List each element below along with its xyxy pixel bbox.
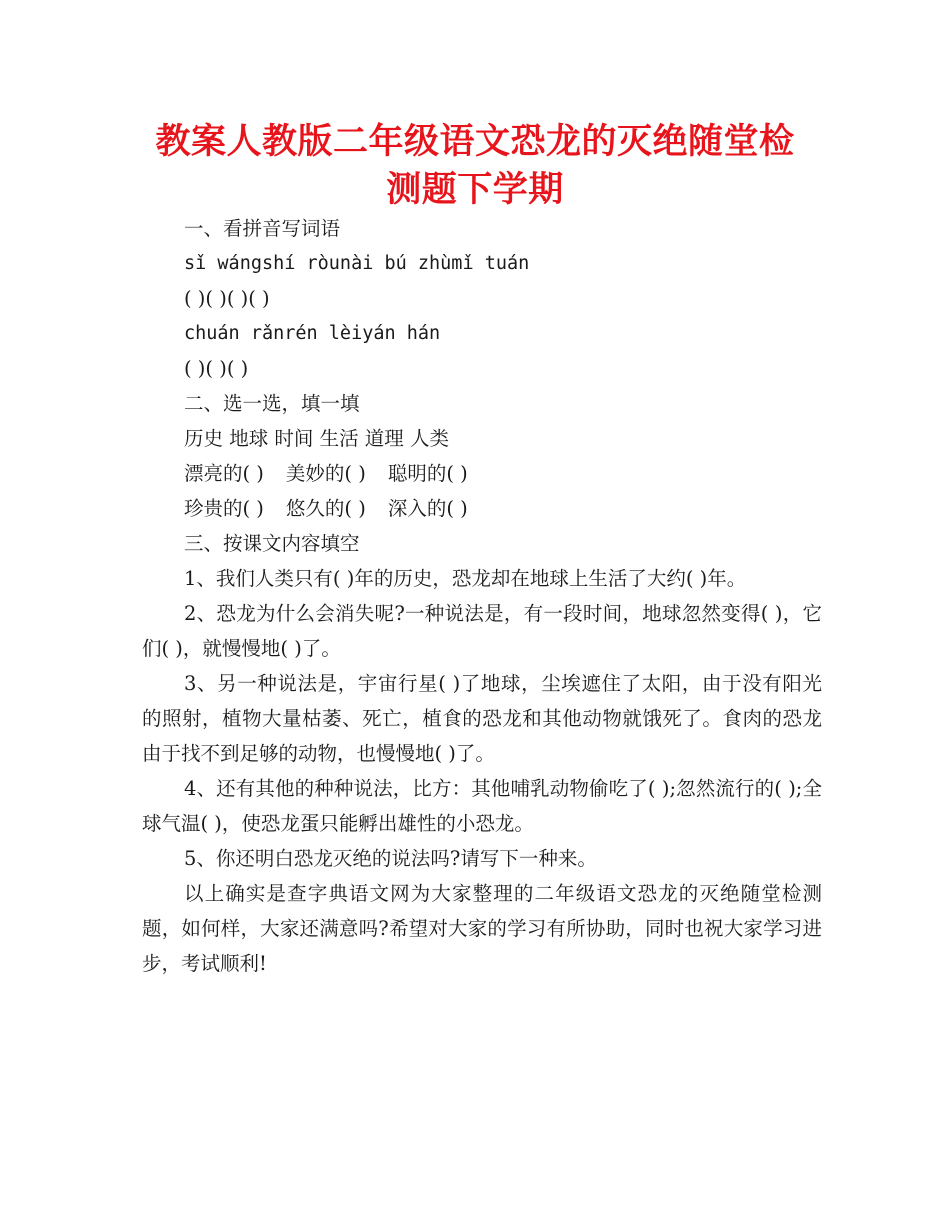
fill-item: 聪明的( ): [387, 462, 468, 485]
title-line-1: 教案人教版二年级语文恐龙的灭绝随堂检: [155, 122, 795, 162]
fill-item: 漂亮的( ): [184, 462, 264, 485]
section-1-heading: 一、看拼音写词语: [184, 217, 341, 240]
pinyin-row-1: sǐ wángshí ròunài bú zhùmǐ tuán: [184, 253, 530, 274]
blanks-row-2: ( )( )( ): [184, 357, 249, 380]
fill-row-2: [142, 491, 822, 526]
fill-item: 美妙的( ): [285, 462, 366, 485]
fill-item: 珍贵的( ): [184, 497, 264, 520]
document-body: [142, 211, 822, 981]
pinyin-row-2: chuán rǎnrén lèiyán hán: [184, 323, 441, 344]
question-5: 5、你还明白恐龙灭绝的说法吗?请写下一种来。: [184, 847, 597, 870]
section-3-heading: 三、按课文内容填空: [184, 532, 360, 555]
fill-item: 深入的( ): [387, 497, 468, 520]
fill-row-1: [142, 456, 822, 491]
question-4: 4、还有其他的种种说法，比方：其他哺乳动物偷吃了( );忽然流行的( );全球气温( )，使恐龙蛋只能孵出雄性的小恐龙。: [142, 777, 822, 835]
title-line-2: 测题下学期: [386, 170, 564, 210]
question-1: 1、我们人类只有( )年的历史，恐龙却在地球上生活了大约( )年。: [184, 567, 747, 590]
question-2: 2、恐龙为什么会消失呢?一种说法是，有一段时间，地球忽然变得( )，它们( )，就慢慢地( )了。: [142, 602, 822, 660]
question-3: 3、另一种说法是，宇宙行星( )了地球，尘埃遮住了太阳，由于没有阳光的照射，植物大量枯萎、死亡，植食的恐龙和其他动物就饿死了。食肉的恐龙由于找不到足够的动物，也慢慢地( )了。: [142, 672, 822, 765]
section-2-heading: 二、选一选，填一填: [184, 392, 360, 415]
blanks-row-1: ( )( )( )( ): [184, 287, 270, 310]
document-title: [120, 118, 830, 214]
word-bank: 历史 地球 时间 生活 道理 人类: [184, 427, 449, 450]
fill-item: 悠久的( ): [285, 497, 366, 520]
closing-paragraph: 以上确实是查字典语文网为大家整理的二年级语文恐龙的灭绝随堂检测题，如何样，大家还满意吗?希望对大家的学习有所协助，同时也祝大家学习进步，考试顺利!: [142, 882, 822, 975]
